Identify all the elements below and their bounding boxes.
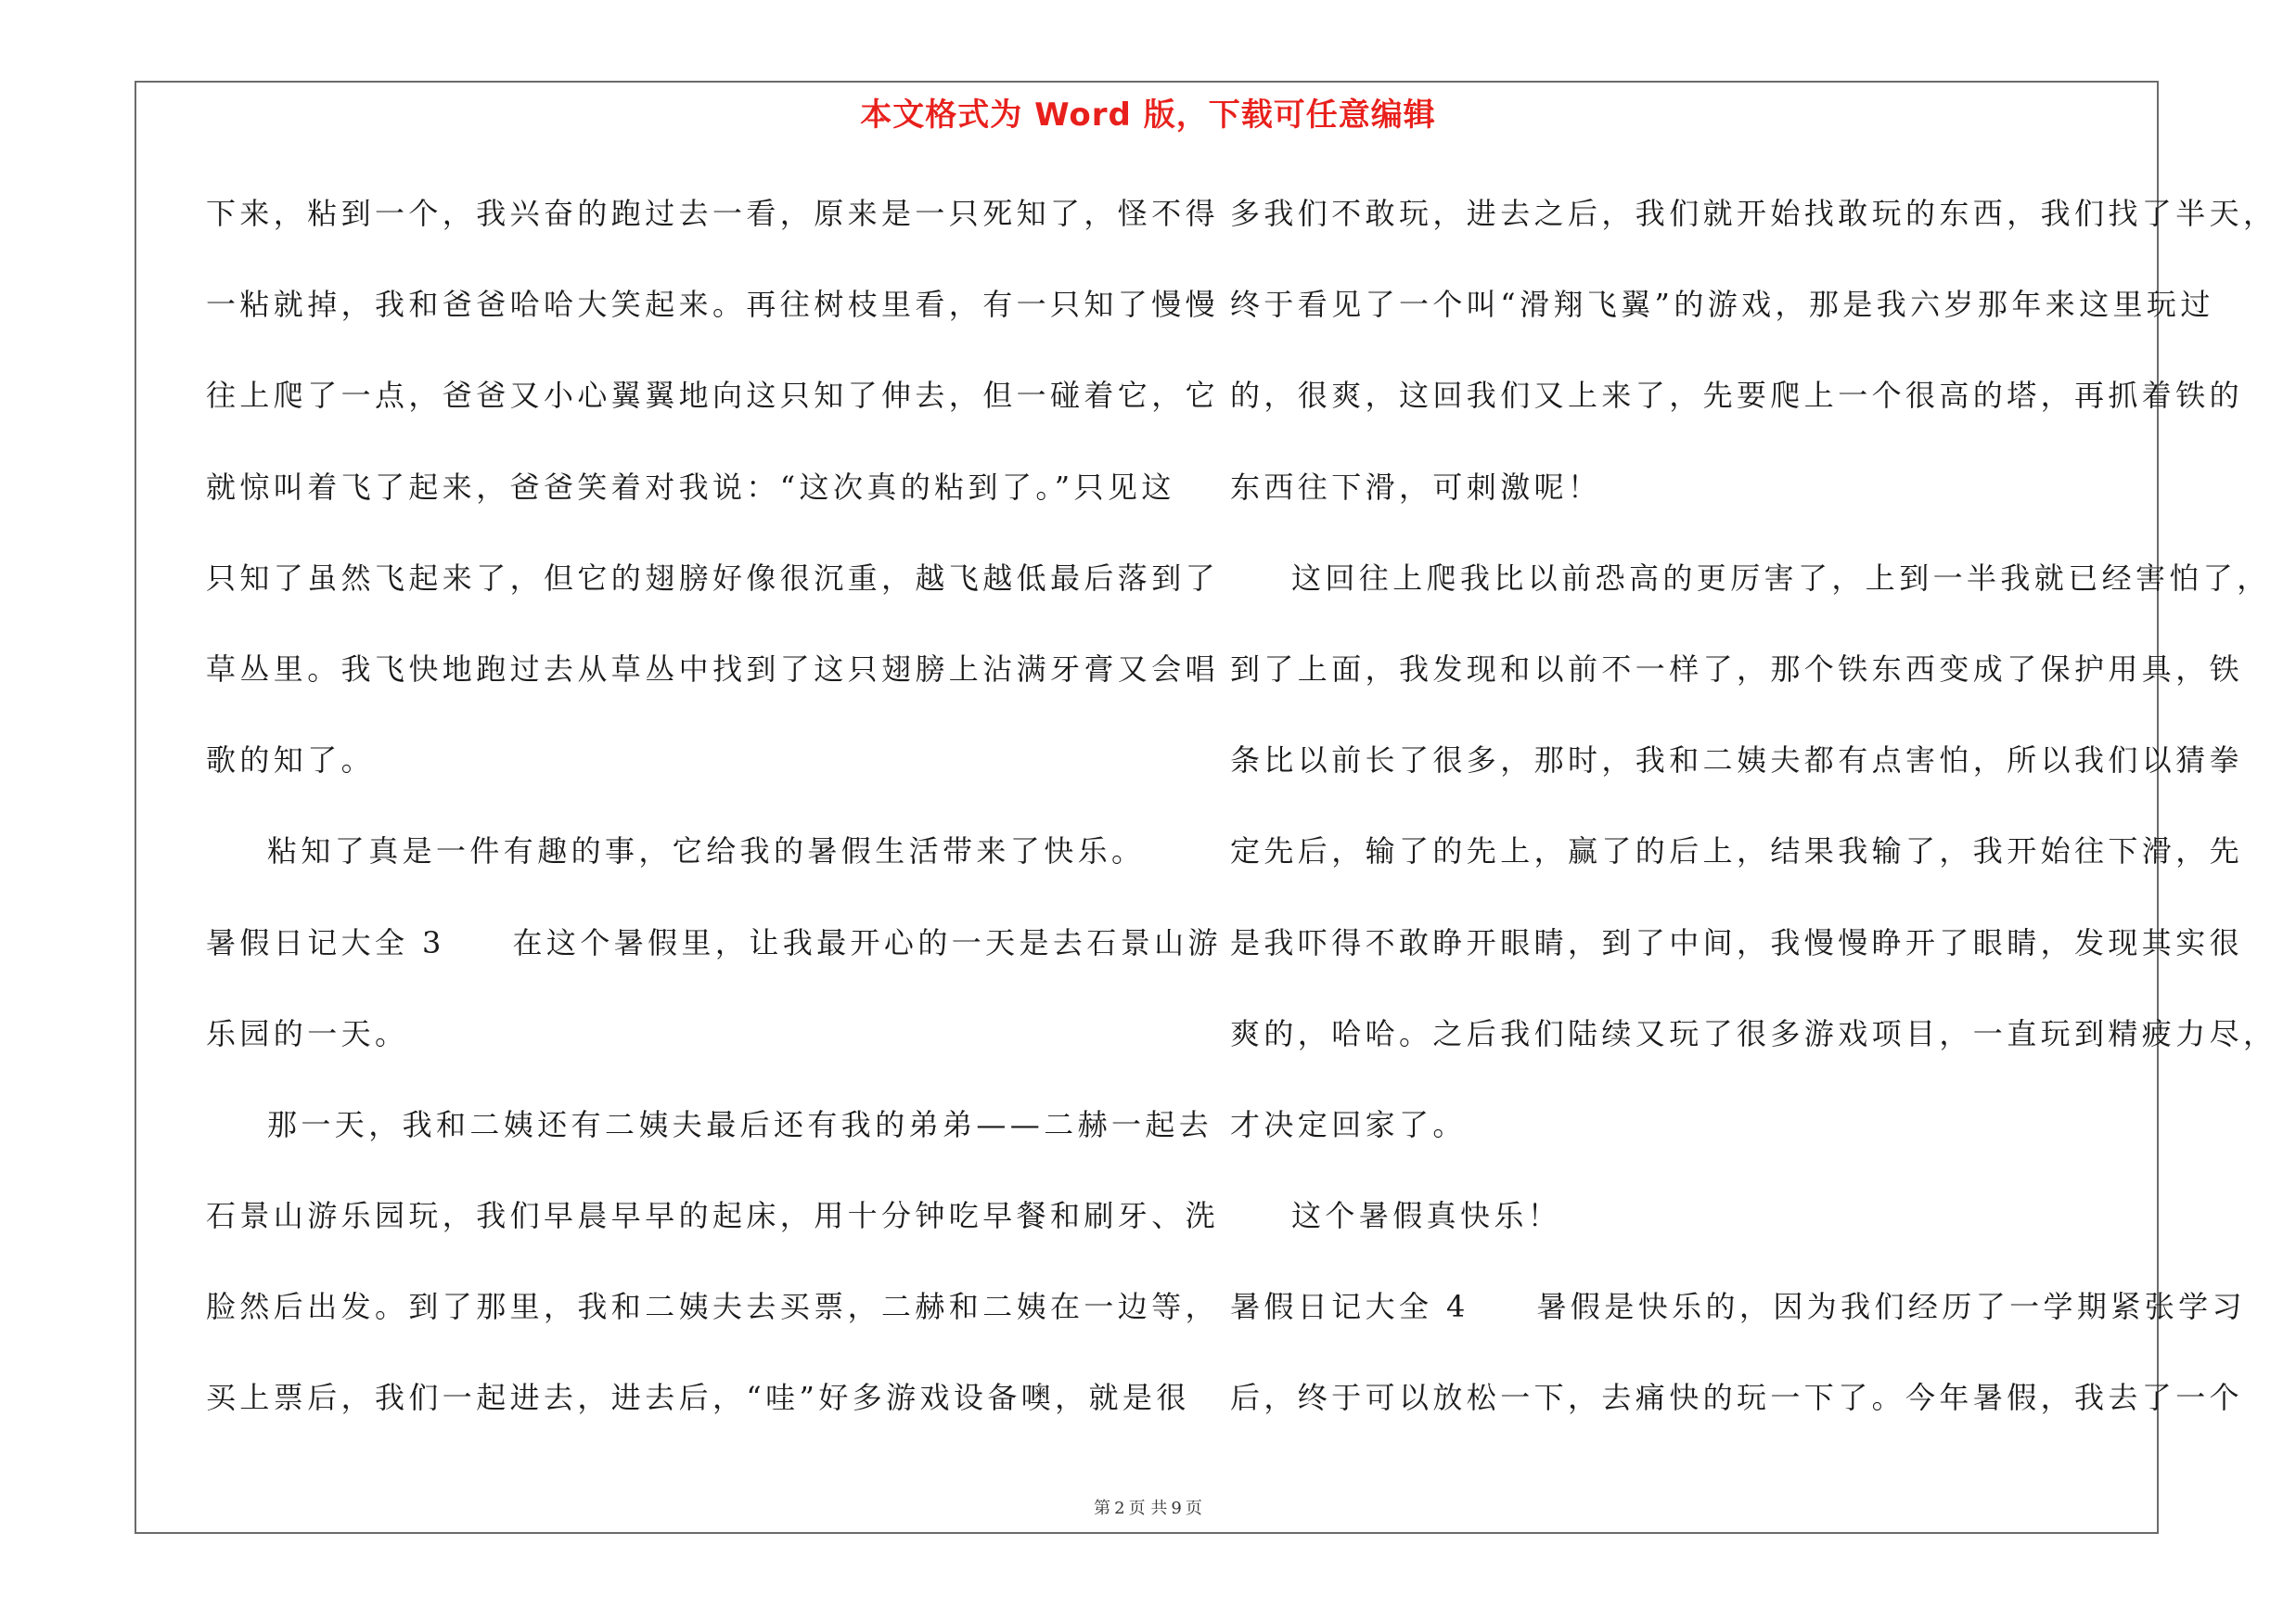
right-text-column [1230,186,2277,1462]
paragraph-start-line: 那一天，我和二姨还有二姨夫最后还有我的弟弟——二赫一起去 [267,1106,1213,1142]
text-line: 乐园的一天。 [206,1015,409,1051]
footer-middle: 页 共 [1128,1499,1168,1518]
format-banner: 本文格式为 Word 版，下载可任意编辑 [860,97,1436,134]
text-line: 定先后，输了的先上，赢了的后上，结果我输了，我开始往下滑，先 [1230,833,2244,869]
text-line: 往上爬了一点，爸爸又小心翼翼地向这只知了伸去，但一碰着它，它 [206,378,1220,414]
text-line: 买上票后，我们一起进去，进去后，“哇”好多游戏设备噢，就是很 [206,1380,1190,1416]
text-line: 草丛里。我飞快地跑过去从草丛中找到了这只翅膀上沾满牙膏又会唱 [206,650,1220,687]
section-heading-line: 暑假日记大全 4 暑假是快乐的，因为我们经历了一学期紧张学习 [1230,1289,2246,1325]
footer-suffix: 页 [1185,1499,1202,1518]
text-line: 下来，粘到一个，我兴奋的跑过去一看，原来是一只死知了，怪不得 [206,196,1220,231]
text-line: 就惊叫着飞了起来，爸爸笑着对我说：“这次真的粘到了。”只见这 [206,469,1175,505]
text-line: 到了上面，我发现和以前不一样了，那个铁东西变成了保护用具，铁 [1230,650,2244,687]
page-number-footer [0,1495,2296,1519]
footer-prefix: 第 [1094,1499,1111,1518]
text-line: 多我们不敢玩，进去之后，我们就开始找敢玩的东西，我们找了半天， [1230,196,2277,231]
text-line: 条比以前长了很多，那时，我和二姨夫都有点害怕，所以我们以猜拳 [1230,742,2244,779]
section-heading-line: 暑假日记大全 3 在这个暑假里，让我最开心的一天是去石景山游 [206,924,1222,960]
text-line: 的，很爽，这回我们又上来了，先要爬上一个很高的塔，再抓着铁的 [1230,378,2244,414]
text-line: 石景山游乐园玩，我们早晨早早的起床，用十分钟吃早餐和刷牙、洗 [206,1198,1220,1234]
left-text-column [206,186,1222,1462]
text-line: 歌的知了。 [206,742,376,779]
text-line: 脸然后出发。到了那里，我和二姨夫去买票，二赫和二姨在一边等， [206,1289,1220,1325]
text-line: 只知了虽然飞起来了，但它的翅膀好像很沉重，越飞越低最后落到了 [206,560,1220,596]
paragraph-start-line: 粘知了真是一件有趣的事，它给我的暑假生活带来了快乐。 [267,833,1146,869]
text-line: 才决定回家了。 [1230,1106,1467,1142]
paragraph-start-line: 这回往上爬我比以前恐高的更厉害了，上到一半我就已经害怕了， [1291,560,2271,596]
paragraph-start-line: 这个暑假真快乐！ [1291,1198,1562,1234]
text-line: 一粘就掉，我和爸爸哈哈大笑起来。再往树枝里看，有一只知了慢慢 [206,287,1220,323]
total-pages-number: 9 [1171,1499,1182,1518]
current-page-number: 2 [1114,1499,1125,1518]
text-line: 后，终于可以放松一下，去痛快的玩一下了。今年暑假，我去了一个 [1230,1380,2244,1416]
text-line: 爽的，哈哈。之后我们陆续又玩了很多游戏项目，一直玩到精疲力尽， [1230,1015,2277,1051]
text-line: 终于看见了一个叫“滑翔飞翼”的游戏，那是我六岁那年来这里玩过 [1230,287,2214,323]
text-line: 东西往下滑，可刺激呢！ [1230,469,1602,505]
text-line: 是我吓得不敢睁开眼睛，到了中间，我慢慢睁开了眼睛，发现其实很 [1230,924,2244,960]
